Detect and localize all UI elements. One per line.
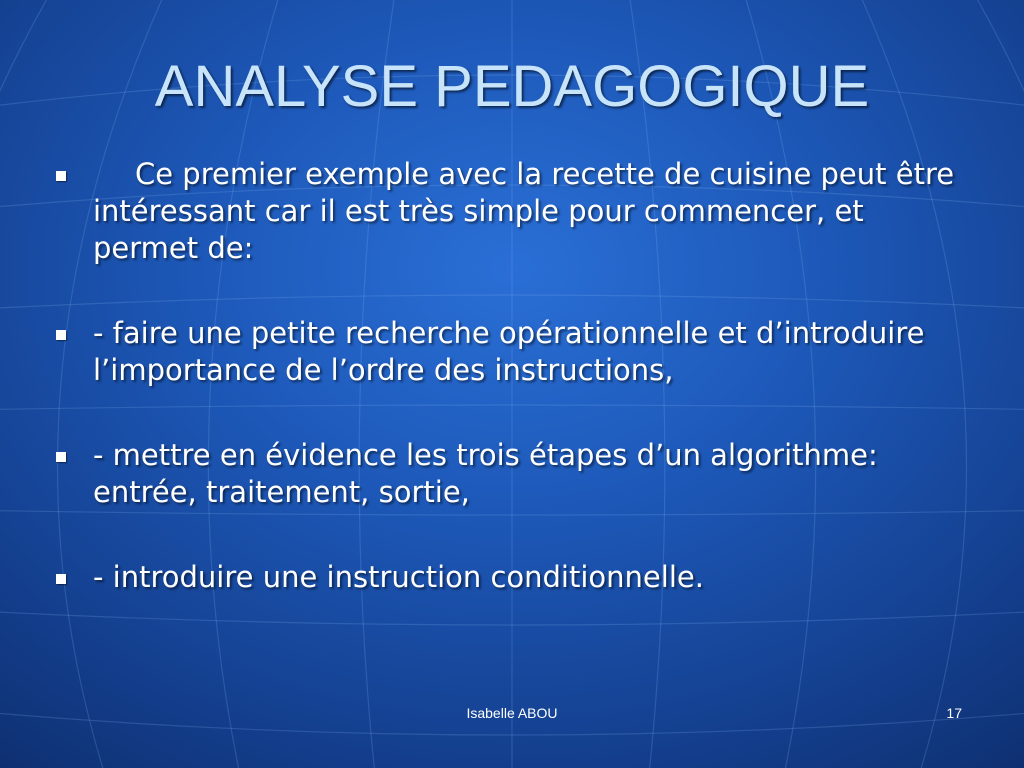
bullet-text: - faire une petite recherche opérationnelle et d’introduire l’importance de l’ordre des instructions, — [93, 316, 925, 387]
footer-author: Isabelle ABOU — [466, 705, 558, 721]
bullet-text: - introduire une instruction conditionnelle. — [93, 560, 704, 594]
square-bullet-icon — [56, 452, 66, 462]
page-number: 17 — [946, 705, 962, 721]
bullet-item — [56, 437, 956, 511]
bullet-text: - mettre en évidence les trois étapes d’un algorithme: entrée, traitement, sortie, — [93, 438, 878, 509]
slide-title: ANALYSE PEDAGOGIQUE — [154, 54, 870, 119]
bullet-list — [56, 156, 956, 596]
bullet-item — [56, 315, 956, 389]
square-bullet-icon — [56, 574, 66, 584]
bullet-item — [56, 156, 956, 267]
bullet-item — [56, 559, 956, 596]
square-bullet-icon — [56, 330, 66, 340]
bullet-text: Ce premier exemple avec la recette de cuisine peut être intéressant car il est très simple pour commencer, et permet de: — [93, 157, 955, 265]
square-bullet-icon — [56, 171, 66, 181]
